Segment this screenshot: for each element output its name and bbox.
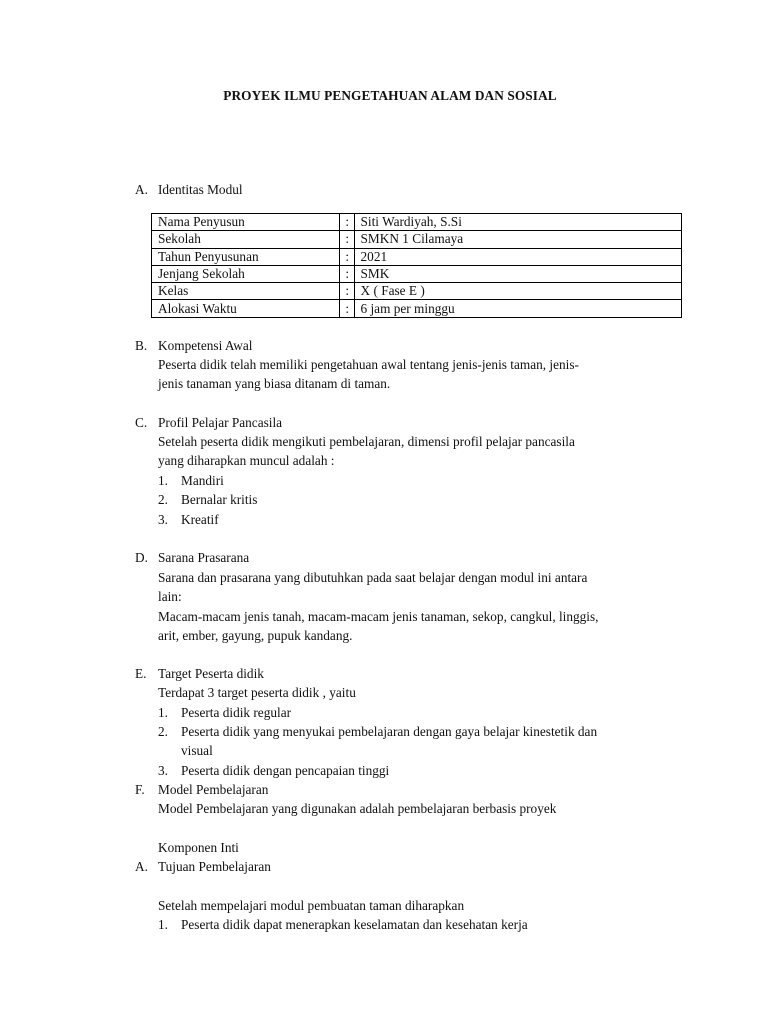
list-number: 3. (158, 763, 168, 778)
table-row (152, 265, 682, 282)
list-item (158, 510, 678, 529)
list-text: Peserta didik dapat menerapkan keselamatan dan kesehatan kerja (181, 917, 528, 932)
section-letter: E. (135, 666, 147, 681)
list-item-continuation: visual (181, 743, 213, 758)
table-cell-label: Kelas (152, 283, 340, 300)
table-cell-value: SMKN 1 Cilamaya (354, 231, 681, 248)
table-cell-label: Sekolah (152, 231, 340, 248)
table-cell-separator: : (340, 248, 354, 265)
section-title: Model Pembelajaran (158, 782, 269, 797)
table-cell-label: Alokasi Waktu (152, 300, 340, 317)
section-title: Tujuan Pembelajaran (158, 859, 271, 874)
table-row (152, 248, 682, 265)
section-e-paragraph (158, 683, 678, 702)
paragraph-line: Macam-macam jenis tanah, macam-macam jenis tanaman, sekop, cangkul, linggis, (158, 608, 599, 624)
table-cell-separator: : (340, 231, 354, 248)
section-letter: D. (135, 550, 148, 565)
section-b-paragraph (158, 355, 678, 394)
section-c-heading (135, 413, 735, 432)
list-text: Bernalar kritis (181, 492, 258, 507)
paragraph-line: lain: (158, 589, 182, 605)
section-f-paragraph (158, 799, 678, 818)
section-d-paragraph (158, 568, 678, 646)
komponen-inti-heading (158, 838, 678, 857)
tujuan-heading (135, 857, 735, 876)
table-cell-value: X ( Fase E ) (354, 283, 681, 300)
list-text: Kreatif (181, 512, 219, 527)
section-title: Target Peserta didik (158, 666, 264, 681)
list-number: 2. (158, 492, 168, 507)
table-cell-label: Jenjang Sekolah (152, 265, 340, 282)
table-row (152, 300, 682, 317)
table-cell-value: 2021 (354, 248, 681, 265)
section-title: Profil Pelajar Pancasila (158, 415, 283, 430)
table-row (152, 231, 682, 248)
table-cell-value: 6 jam per minggu (354, 300, 681, 317)
section-letter: B. (135, 338, 148, 353)
table-cell-label: Nama Penyusun (152, 214, 340, 231)
table-cell-separator: : (340, 214, 354, 231)
paragraph-line: Setelah peserta didik mengikuti pembelajaran, dimensi profil pelajar pancasila (158, 434, 575, 449)
list-text: Peserta didik yang menyukai pembelajaran dengan gaya belajar kinestetik dan (181, 724, 598, 739)
list-number: 2. (158, 724, 168, 739)
list-text: Peserta didik dengan pencapaian tinggi (181, 763, 390, 778)
section-letter: A. (135, 859, 148, 874)
list-item (158, 471, 678, 490)
paragraph-line: yang diharapkan muncul adalah : (158, 453, 335, 469)
identity-table (151, 213, 682, 318)
tujuan-paragraph (158, 896, 678, 915)
paragraph-line: jenis tanaman yang biasa ditanam di taman. (158, 376, 391, 392)
section-letter: F. (135, 782, 145, 797)
page-title: PROYEK ILMU PENGETAHUAN ALAM DAN SOSIAL (223, 88, 557, 103)
section-c-paragraph (158, 432, 678, 471)
section-letter: A. (135, 182, 148, 197)
table-cell-label: Tahun Penyusunan (152, 248, 340, 265)
paragraph-line: Terdapat 3 target peserta didik , yaitu (158, 685, 356, 700)
section-letter: C. (135, 415, 148, 430)
paragraph-line: Model Pembelajaran yang digunakan adalah pembelajaran berbasis proyek (158, 801, 557, 816)
table-row (152, 214, 682, 231)
section-f-heading (135, 780, 735, 799)
paragraph-line: arit, ember, gayung, pupuk kandang. (158, 628, 353, 644)
list-number: 3. (158, 512, 168, 527)
table-cell-separator: : (340, 300, 354, 317)
table-cell-separator: : (340, 265, 354, 282)
table-cell-value: SMK (354, 265, 681, 282)
paragraph-line: Peserta didik telah memiliki pengetahuan awal tentang jenis-jenis taman, jenis- (158, 357, 579, 372)
paragraph-line: Setelah mempelajari modul pembuatan taman diharapkan (158, 898, 465, 913)
list-item (158, 915, 678, 934)
subheading: Komponen Inti (158, 840, 239, 855)
list-text: Peserta didik regular (181, 705, 292, 720)
section-b-heading (135, 336, 735, 355)
list-item (158, 490, 678, 509)
list-number: 1. (158, 705, 168, 720)
list-item (158, 761, 678, 780)
list-item (158, 703, 678, 722)
section-d-heading (135, 548, 735, 567)
section-title: Identitas Modul (158, 182, 243, 197)
section-title: Kompetensi Awal (158, 338, 253, 353)
table-cell-separator: : (340, 283, 354, 300)
section-a-heading (135, 180, 735, 199)
table-cell-value: Siti Wardiyah, S.Si (354, 214, 681, 231)
section-title: Sarana Prasarana (158, 550, 250, 565)
table-row (152, 283, 682, 300)
paragraph-line: Sarana dan prasarana yang dibutuhkan pada saat belajar dengan modul ini antara (158, 570, 588, 585)
list-item (158, 722, 678, 741)
list-text: Mandiri (181, 473, 224, 488)
list-number: 1. (158, 917, 168, 932)
section-e-heading (135, 664, 735, 683)
list-number: 1. (158, 473, 168, 488)
